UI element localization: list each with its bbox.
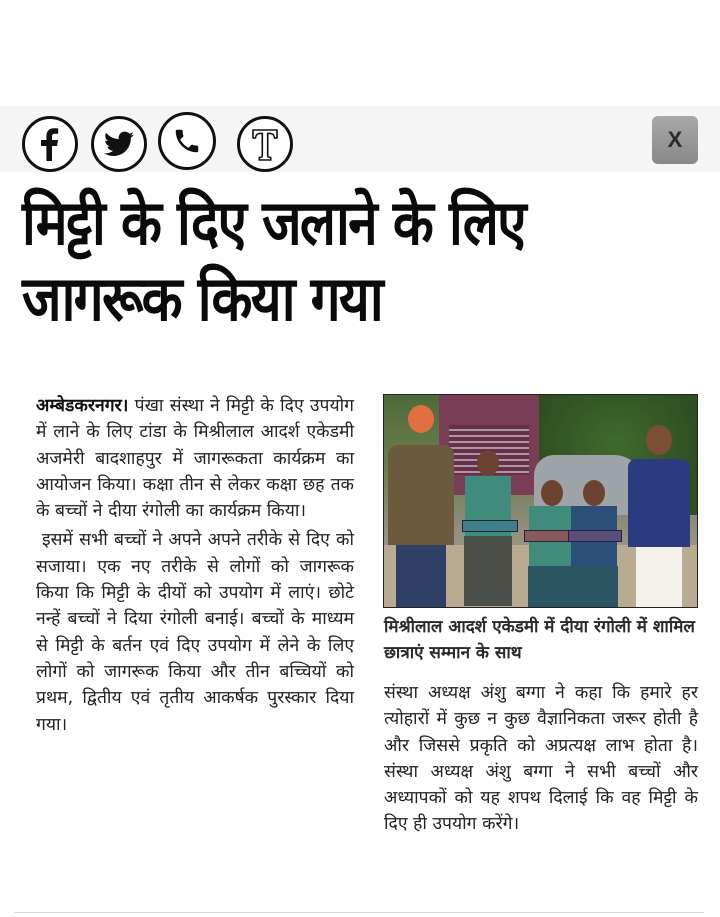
photo-person: [462, 450, 514, 608]
article-paragraph: संस्था अध्यक्ष अंशु बग्गा ने कहा कि हमारे हर त्योहारों में कुछ न कुछ वैज्ञानिकता जरूर होती है और जिससे प्रकृति को अप्रत्यक्ष लाभ होता है। संस्था अध्यक्ष अंशु बग्गा ने सभी बच्चों और अध्यापकों को यह शपथ दिलाई कि वह मिट्टी के दिए ही उपयोग करेंगे।: [384, 683, 698, 835]
whatsapp-icon: [172, 126, 202, 156]
article-headline: मिट्टी के दिए जलाने के लिए जागरूक किया गया: [22, 186, 525, 335]
text-size-icon: [250, 127, 280, 161]
article-paragraph: अम्बेडकरनगर। पंखा संस्था ने मिट्टी के दिए उपयोग में लाने के लिए टांडा के मिश्रीलाल आदर्श एकेडमी अजमेरी बादशाहपुर में जागरूकता कार्यक्रम का आयोजन किया। कक्षा तीन से लेकर कक्षा छह तक के बच्चों ने दीया रंगोली का कार्यक्रम किया।: [36, 396, 354, 522]
photo-person: [624, 425, 694, 608]
share-toolbar: [0, 106, 720, 172]
photo-person: [568, 480, 620, 608]
photo-caption: मिश्रीलाल आदर्श एकेडमी में दीया रंगोली में शामिल छात्राएं सम्मान के साथ: [384, 617, 695, 663]
divider: [14, 912, 704, 913]
article-paragraph: इसमें सभी बच्चों ने अपने अपने तरीके से दिए को सजाया। एक नए तरीके से लोगों को जागरूक किया कि मिट्टी के दीयों को उपयोग में लाएं। छोटे नन्हें बच्चों ने दिया रंगोली बनाई। बच्चों के माध्यम से मिट्टी के बर्तन एवं दिए उपयोग में लेने के लिए लोगों को जागरूक किया और तीन बच्चियों को प्रथम, द्वितीय एवं तृतीय आकर्षक पुरस्कार दिया गया।: [36, 530, 354, 735]
twitter-share-button[interactable]: [91, 116, 147, 172]
twitter-icon: [104, 131, 134, 157]
article-photo: [383, 394, 698, 608]
article-body-left: [36, 393, 354, 738]
dateline: अम्बेडकरनगर।: [36, 396, 129, 416]
text-size-button[interactable]: [237, 116, 293, 172]
article-body-right: [384, 680, 698, 838]
top-blank-area: [0, 0, 720, 106]
photo-person: [386, 405, 456, 608]
whatsapp-share-button[interactable]: [158, 112, 216, 170]
facebook-share-button[interactable]: [22, 116, 78, 172]
close-button[interactable]: X: [652, 116, 698, 164]
facebook-icon: [35, 127, 65, 161]
